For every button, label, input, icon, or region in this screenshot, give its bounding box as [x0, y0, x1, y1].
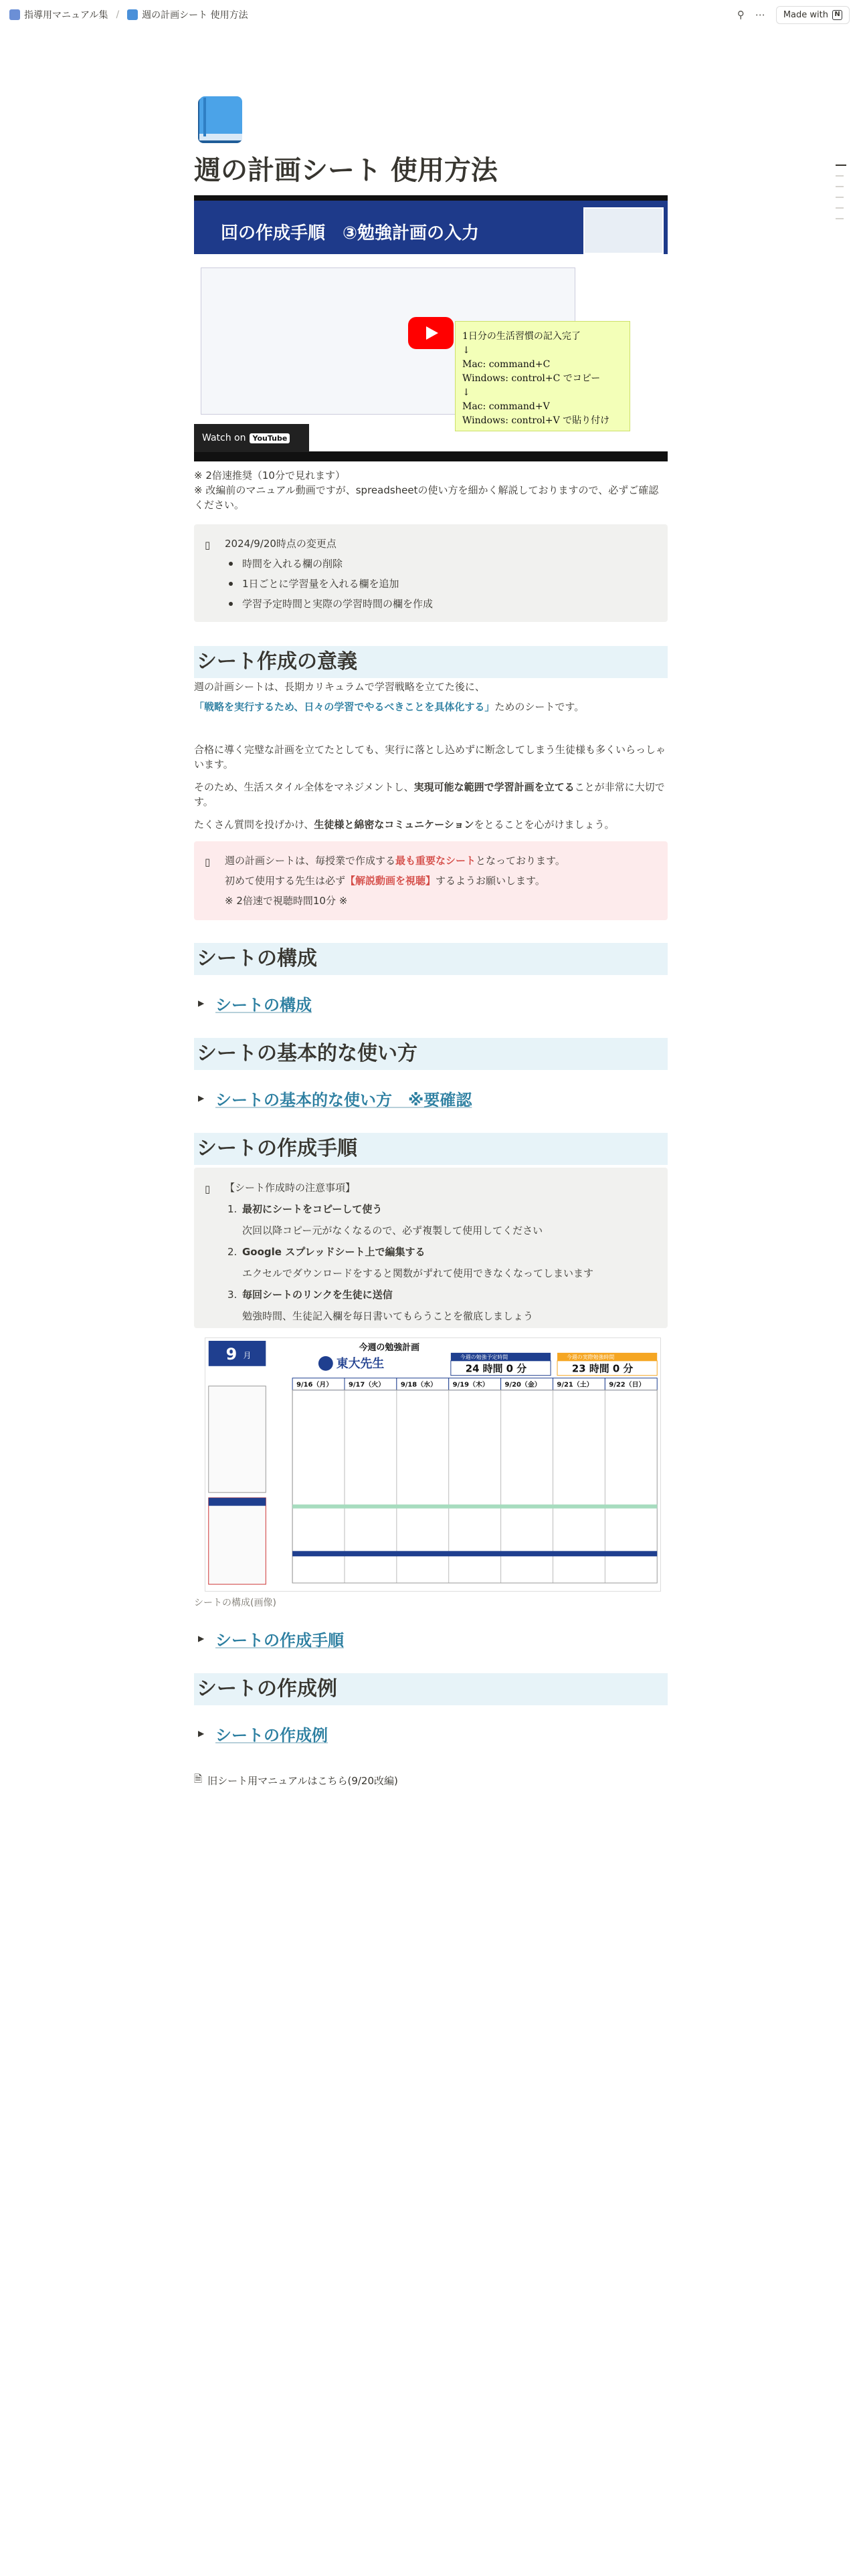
- bold-text: 実現可能な範囲で学習計画を立てる: [413, 781, 575, 793]
- step-item: [225, 1241, 657, 1263]
- presenter-thumbnail: [583, 207, 664, 254]
- purpose-p3: 合格に導く完璧な計画を立てたとしても、実行に落とし込めずに断念してしまう生徒様も多くいらっしゃいます。: [194, 744, 666, 770]
- toc-item[interactable]: [836, 186, 844, 187]
- step-item: [225, 1198, 657, 1220]
- step-item: [225, 1284, 657, 1305]
- toggle-triangle-icon[interactable]: ▶: [198, 1729, 205, 1738]
- blue-book-icon: [194, 94, 246, 146]
- intro-line-1: ※ 2倍速推奨（10分で見れます）: [194, 469, 345, 481]
- text: 初めて使用する先生は必ず: [225, 875, 346, 887]
- purpose-highlight: 「戦略を実行するため、日々の学習でやるべきことを具体化する」: [194, 701, 495, 713]
- callout-title: 【シート作成時の注意事項】: [225, 1182, 356, 1194]
- sheet-day-label: 9/18（水）: [400, 1381, 438, 1389]
- sheet-month-unit: 月: [243, 1350, 252, 1360]
- page-title: 週の計画シート 使用方法: [194, 155, 498, 186]
- play-button[interactable]: [408, 317, 454, 349]
- sheet-total1: 24 時間 0 分: [465, 1362, 527, 1375]
- old-manual-link[interactable]: [194, 1772, 398, 1789]
- note-line: ↓: [462, 345, 470, 356]
- sheet-month: 9: [225, 1344, 237, 1364]
- list-item: 時間を入れる欄の削除: [225, 554, 657, 574]
- note-line: Mac: command+V: [462, 401, 550, 412]
- toggle-sheet-structure[interactable]: [194, 990, 668, 1016]
- more-icon[interactable]: ⋯: [755, 9, 765, 21]
- page-icon: 🗎: [194, 1773, 203, 1785]
- note-line: Windows: control+C でコピー: [462, 373, 601, 384]
- made-with-label: Made with: [783, 9, 828, 20]
- heading-creation-steps: シートの作成手順: [194, 1133, 668, 1165]
- important-callout: [194, 841, 668, 920]
- image-caption: シートの構成(画像): [194, 1598, 276, 1608]
- sheet-total1-label: 今週の勉強予定時間: [460, 1354, 508, 1360]
- note-line: Mac: command+C: [462, 359, 551, 370]
- search-icon[interactable]: ⚲: [737, 9, 745, 21]
- notion-icon: N: [832, 10, 842, 20]
- sheet-total2: 23 時間 0 分: [571, 1362, 634, 1375]
- purpose-p4: [194, 780, 668, 809]
- sheet-day-label: 9/20（金）: [504, 1381, 541, 1389]
- toggle-triangle-icon[interactable]: ▶: [198, 1634, 205, 1643]
- video-note-box: [455, 321, 630, 431]
- sheet-day-label: 9/22（日）: [609, 1381, 646, 1389]
- sheet-day-label: 9/17（火）: [348, 1381, 385, 1389]
- toggle-label[interactable]: シートの構成: [215, 995, 312, 1014]
- text: ※ 2倍速で視聴時間10分 ※: [225, 895, 348, 907]
- toggle-triangle-icon[interactable]: ▶: [198, 998, 205, 1008]
- note-icon: ▯: [205, 856, 211, 868]
- heading-sheet-structure: シートの構成: [194, 943, 668, 975]
- heading-sheet-purpose: シート作成の意義: [194, 646, 668, 678]
- watch-label: Watch on: [202, 433, 246, 443]
- text: たくさん質問を投げかけ、: [194, 819, 314, 831]
- youtube-logo: YouTube: [250, 433, 290, 443]
- step-title: Google スプレッドシート上で編集する: [242, 1246, 425, 1258]
- intro-line-2: ※ 改編前のマニュアル動画ですが、spreadsheetの使い方を細かく解説しておりますので、必ずご確認ください。: [194, 484, 659, 511]
- table-of-contents[interactable]: [836, 165, 846, 229]
- sheet-title: 今週の勉強計画: [359, 1342, 420, 1353]
- list-item: 1日ごとに学習量を入れる欄を追加: [225, 574, 657, 594]
- step-desc: 次回以降コピー元がなくなるので、必ず複製して使用してください: [242, 1224, 543, 1237]
- purpose-p5: [194, 817, 668, 832]
- change-callout: [194, 524, 668, 622]
- bold-text: 生徒様と綿密なコミュニケーション: [314, 819, 474, 831]
- book-icon: [127, 9, 138, 20]
- toggle-label[interactable]: シートの作成手順: [215, 1630, 344, 1650]
- note-line: 1日分の生活習慣の記入完了: [462, 331, 581, 342]
- note-icon: ▯: [205, 539, 211, 551]
- watch-on-youtube-button[interactable]: [194, 424, 309, 452]
- toggle-creation-example[interactable]: [194, 1720, 668, 1747]
- toc-item[interactable]: [836, 207, 844, 209]
- sheet-day-label: 9/21（土）: [557, 1381, 593, 1389]
- heading-creation-example: シートの作成例: [194, 1673, 668, 1705]
- toc-item[interactable]: [836, 175, 844, 177]
- old-manual-link-label[interactable]: 旧シート用マニュアルはこちら(9/20改編): [207, 1775, 398, 1787]
- video-header-text: 回の作成手順 ③勉強計画の入力: [221, 223, 480, 243]
- red-text: 最も重要なシート: [395, 855, 476, 867]
- sheet-brand: 東大先生: [336, 1356, 385, 1371]
- steps-callout: [194, 1168, 668, 1328]
- note-line: ↓: [462, 387, 470, 398]
- toggle-basic-usage[interactable]: [194, 1085, 668, 1111]
- toggle-creation-steps[interactable]: [194, 1625, 668, 1652]
- step-number: 2.: [227, 1246, 237, 1258]
- breadcrumb-separator: /: [116, 9, 120, 20]
- purpose-p2: [194, 700, 668, 714]
- sheet-total2-label: 今週の実際勉強時間: [566, 1354, 615, 1360]
- step-title: 毎回シートのリンクを生徒に送信: [242, 1289, 393, 1301]
- note-icon: ▯: [205, 1183, 211, 1195]
- youtube-video-embed[interactable]: [194, 195, 668, 461]
- step-desc: エクセルでダウンロードをすると関数がずれて使用できなくなってしまいます: [242, 1267, 594, 1279]
- text: ことが非常に大切です。: [194, 781, 665, 808]
- step-number: 3.: [227, 1289, 237, 1301]
- toggle-triangle-icon[interactable]: ▶: [198, 1093, 205, 1103]
- toc-item[interactable]: [836, 218, 844, 219]
- video-header-band: [194, 201, 668, 254]
- red-text: 【解説動画を視聴】: [345, 875, 436, 887]
- text: となっております。: [476, 855, 565, 867]
- purpose-p1: 週の計画シートは、長期カリキュラムで学習戦略を立てた後に、: [194, 681, 485, 693]
- heading-basic-usage: シートの基本的な使い方: [194, 1038, 668, 1070]
- video-thumbnail: [194, 201, 668, 451]
- workspace-icon: [9, 9, 20, 20]
- top-bar: [0, 0, 859, 29]
- toggle-label[interactable]: シートの基本的な使い方 ※要確認: [215, 1090, 472, 1109]
- toc-item[interactable]: [836, 197, 844, 198]
- text: 週の計画シートは、毎授業で作成する: [225, 855, 396, 867]
- list-item: 学習予定時間と実際の学習時間の欄を作成: [225, 594, 657, 614]
- callout-title: 2024/9/20時点の変更点: [225, 538, 337, 550]
- breadcrumb: [9, 8, 248, 21]
- toc-item[interactable]: [836, 165, 846, 166]
- purpose-p2-rest: ためのシートです。: [494, 701, 585, 713]
- step-desc: 勉強時間、生徒記入欄を毎日書いてもらうことを徹底しましょう: [242, 1310, 534, 1322]
- text: そのため、生活スタイル全体をマネジメントし、: [194, 781, 414, 793]
- sheet-day-label: 9/19（木）: [452, 1381, 489, 1389]
- text: をとることを心がけましょう。: [474, 819, 615, 831]
- sheet-day-label: 9/16（月）: [296, 1381, 333, 1389]
- step-number: 1.: [227, 1203, 237, 1215]
- toggle-label[interactable]: シートの作成例: [215, 1725, 328, 1745]
- step-title: 最初にシートをコピーして使う: [242, 1203, 383, 1215]
- made-with-notion-button[interactable]: [776, 6, 850, 24]
- text: するようお願いします。: [436, 875, 545, 887]
- breadcrumb-parent[interactable]: 指導用マニュアル集: [24, 10, 108, 21]
- breadcrumb-current[interactable]: 週の計画シート 使用方法: [142, 10, 248, 21]
- note-line: Windows: control+V で貼り付け: [462, 415, 610, 426]
- sheet-structure-image: [205, 1337, 661, 1592]
